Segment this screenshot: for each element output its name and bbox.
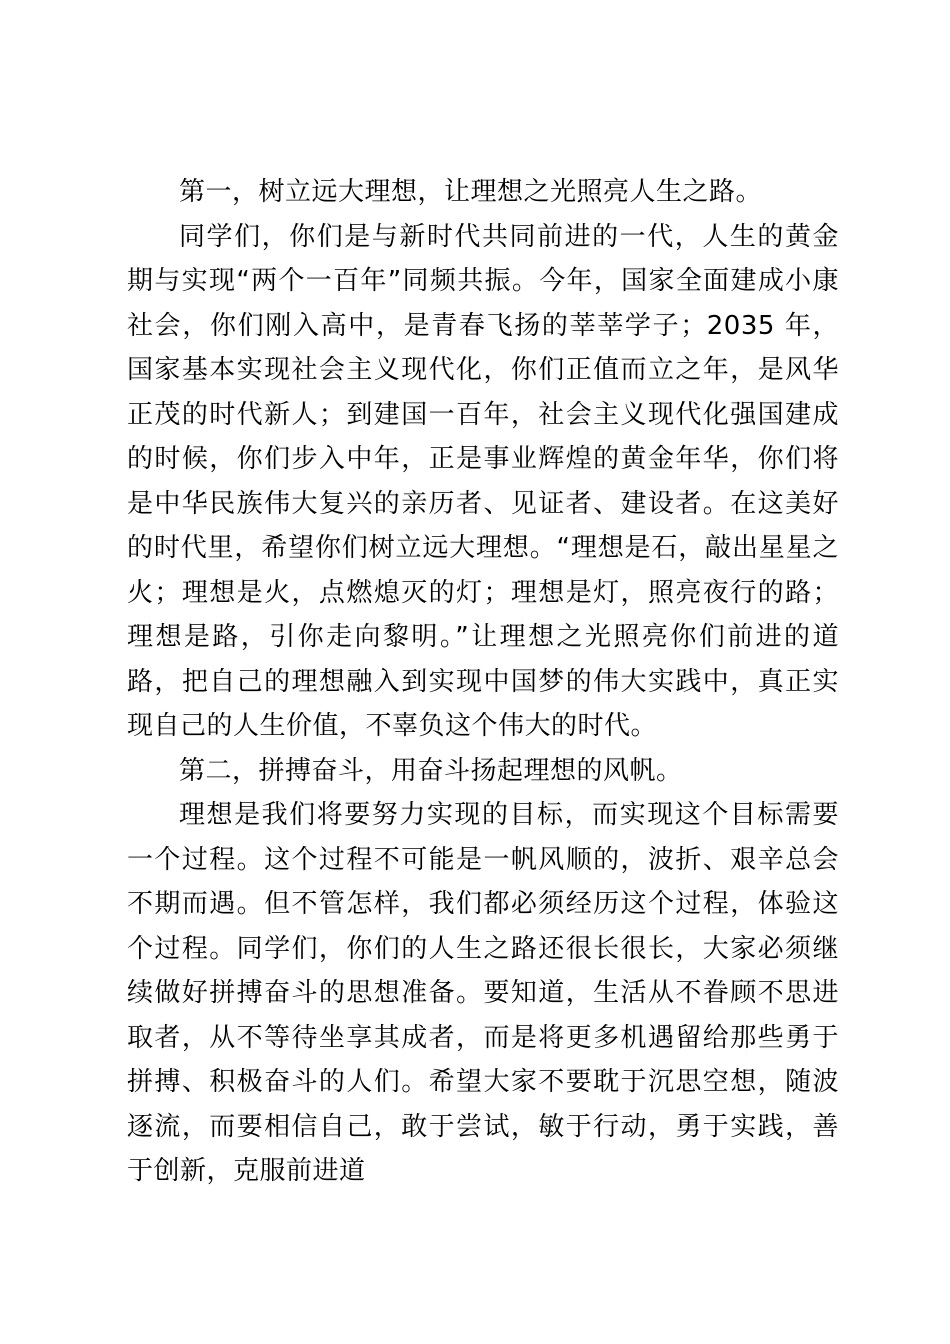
paragraph-point-two-body: 理想是我们将要努力实现的目标，而实现这个目标需要一个过程。这个过程不可能是一帆风顺的，波折、艰辛总会不期而遇。但不管怎样，我们都必须经历这个过程，体验这个过程。同学们，你们的人生之路还很长很长，大家必须继续做好拼搏奋斗的思想准备。要知道，生活从不眷顾不思进取者，从不等待坐享其成者，而是将更多机遇留给那些勇于拼搏、积极奋斗的人们。希望大家不要耽于沉思空想，随波逐流，而要相信自己，敢于尝试，敏于行动，勇于实践，善于创新，克服前进道 bbox=[127, 800, 839, 1186]
paragraph-point-one-body: 同学们，你们是与新时代共同前进的一代，人生的黄金期与实现“两个一百年”同频共振。今年，国家全面建成小康社会，你们刚入高中，是青春飞扬的莘莘学子；2035 年，国家基本实现社会主义现代化，你们正值而立之年，是风华正茂的时代新人；到建国一百年，社会主义现代化强国建成的时候，你们步入中年，正是事业辉煌的黄金年华，你们将是中华民族伟大复兴的亲历者、见证者、建设者。在这美好的时代里，希望你们树立远大理想。“理想是石，敲出星星之火；理想是火，点燃熄灭的灯；理想是灯，照亮夜行的路；理想是路，引你走向黎明。”让理想之光照亮你们前进的道路，把自己的理想融入到实现中国梦的伟大实践中，真正实现自己的人生价值，不辜负这个伟大的时代。 bbox=[127, 221, 839, 741]
document-body bbox=[127, 170, 839, 1194]
paragraph-point-one-heading: 第一，树立远大理想，让理想之光照亮人生之路。 bbox=[179, 177, 763, 207]
paragraph-point-two-heading: 第二，拼搏奋斗，用奋斗扬起理想的风帆。 bbox=[179, 755, 683, 786]
